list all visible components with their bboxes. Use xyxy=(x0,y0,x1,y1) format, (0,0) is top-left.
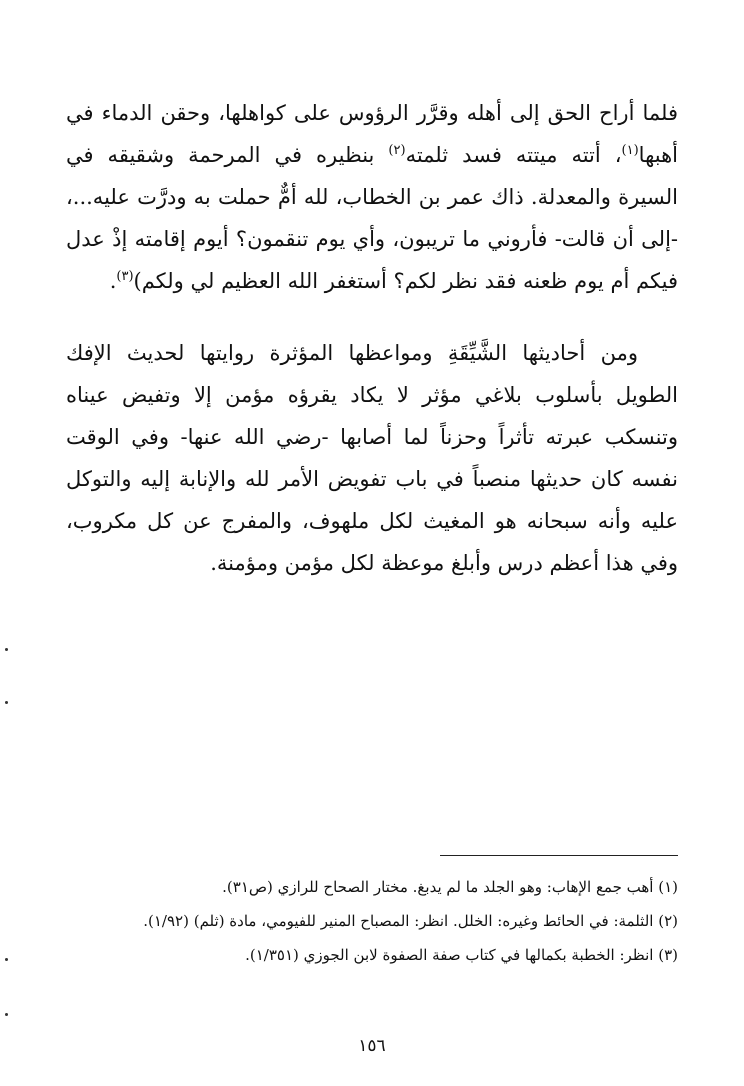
text-run: بنظيره في المرحمة وشقيقه في السيرة والمعدلة. ذاك عمر بن الخطاب، لله أمٌّ حملت به ودرَّت عليه...، -إلى أن قالت- فأروني ما تريبون، وأي يوم تنقمون؟ أيوم إقامته إذْ عدل فيكم أم يوم ظعنه فقد نظر لكم؟ أستغفر الله العظيم لي ولكم) xyxy=(66,143,678,293)
footnote-2: (٢) الثلمة: في الحائط وغيره: الخلل. انظر: المصباح المنير للفيومي، مادة (ثلم) (١/٩٢). xyxy=(143,912,678,930)
footnote-3: (٣) انظر: الخطبة بكمالها في كتاب صفة الصفوة لابن الجوزي (١/٣٥١). xyxy=(245,946,678,964)
text-run: فلما أراح الحق إلى أهله وقرَّر الرؤوس على كواهلها، وحقن الدماء في أهبها xyxy=(66,101,678,167)
paragraph xyxy=(66,92,678,302)
main-text-paragraph-1 xyxy=(66,92,678,302)
scan-speck xyxy=(5,648,8,651)
footnote-1: (١) أهب جمع الإهاب: وهو الجلد ما لم يدبغ. مختار الصحاح للرازي (ص٣١). xyxy=(222,878,678,896)
scan-speck xyxy=(5,1013,8,1016)
main-text-paragraph-2 xyxy=(66,332,678,584)
footnote-reference-1: (١) xyxy=(621,143,639,158)
text-run: أتته ميتته فسد ثلمته xyxy=(405,143,601,167)
scan-speck xyxy=(5,958,8,961)
footnote-reference-2: (٢) xyxy=(388,143,406,158)
paragraph: ومن أحاديثها الشَّيِّقَةِ ومواعظها المؤثرة روايتها لحديث الإفك الطويل بأسلوب بلاغي مؤثر لا يكاد يقرؤه مؤمن إلا وتفيض عيناه وتنسكب عبرته تأثراً وحزناً لما أصابها -رضي الله عنها- وفي الوقت نفسه كان حديثها منصباً في باب تفويض الأمر لله والإنابة إليه والتوكل عليه وأنه سبحانه هو المغيث لكل ملهوف، والمفرج عن كل مكروب، وفي هذا أعظم درس وأبلغ موعظة لكل مؤمن ومؤمنة. xyxy=(66,341,678,575)
footnotes xyxy=(143,870,678,972)
text-run: ، xyxy=(614,143,622,167)
text-run: . xyxy=(109,269,117,293)
page-number: ١٥٦ xyxy=(358,1036,386,1056)
scan-speck xyxy=(5,701,8,704)
footnote-separator xyxy=(440,855,678,856)
footnote-reference-3: (٣) xyxy=(116,269,134,284)
